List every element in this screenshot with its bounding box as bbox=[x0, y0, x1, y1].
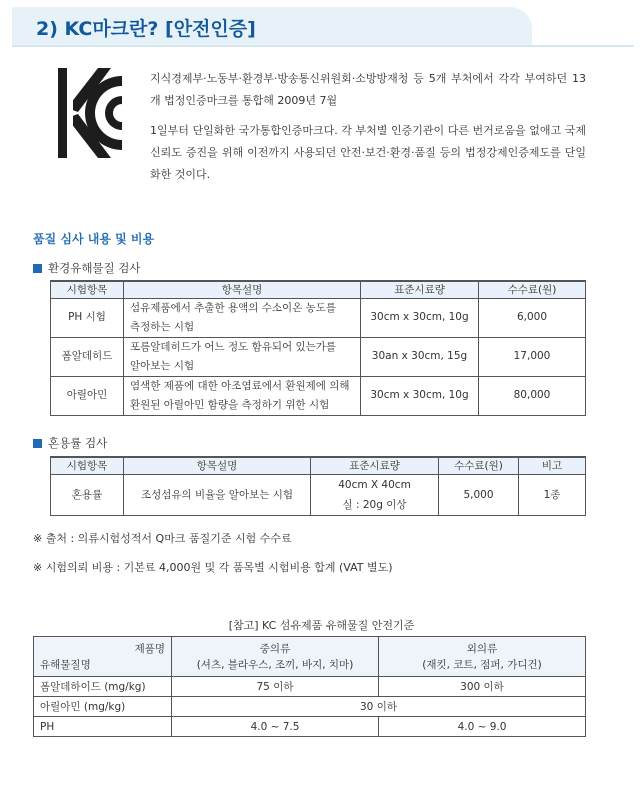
column-header: 중의류 (셔츠, 블라우스, 조끼, 바지, 치마) bbox=[172, 637, 379, 677]
substance-name: 아릴아민 (mg/kg) bbox=[34, 697, 172, 717]
column-header: 수수료(원) bbox=[479, 281, 586, 298]
table-row bbox=[34, 697, 586, 717]
sample-size: 30an x 30cm, 15g bbox=[361, 337, 479, 376]
sample-size: 30cm x 30cm, 10g bbox=[361, 298, 479, 337]
table-row bbox=[51, 376, 586, 415]
cost-note: ※ 시험의뢰 비용 : 기본료 4,000원 및 각 품목별 시험비용 합계 (VAT 별도) bbox=[33, 561, 393, 574]
sample-size: 40cm X 40cm 실 : 20g 이상 bbox=[311, 474, 439, 515]
source-note: ※ 출처 : 의류시험성적서 Q마크 품질기준 시험 수수료 bbox=[33, 532, 292, 545]
intro-text bbox=[150, 68, 586, 186]
limit-value: 4.0 ~ 9.0 bbox=[379, 717, 586, 737]
test-description: 섬유제품에서 추출한 용액의 수소이온 농도를 측정하는 시험 bbox=[124, 298, 361, 337]
table-header-row bbox=[51, 281, 586, 298]
test-item: PH 시험 bbox=[51, 298, 124, 337]
subtitle-hazard-test bbox=[33, 260, 141, 276]
substance-name: 폼알데하이드 (mg/kg) bbox=[34, 677, 172, 697]
section-title: 품질 심사 내용 및 비용 bbox=[33, 232, 155, 246]
subtitle-hazard-test-label: 환경유해물질 검사 bbox=[48, 261, 141, 275]
subtitle-blend-test bbox=[33, 435, 107, 451]
test-item: 혼용률 bbox=[51, 474, 124, 515]
intro-paragraph-2: 1일부터 단일화한 국가통합인증마크다. 각 부처별 인증기관이 다른 번거로움을 없애고 국제신뢰도 증진을 위해 이전까지 사용되던 안전·보건·환경·품질 등의 법정강제인증제도를 단일화한 것이다. bbox=[150, 124, 586, 181]
page-header bbox=[0, 0, 643, 49]
reference-caption: [참고] KC 섬유제품 유해물질 안전기준 bbox=[228, 619, 415, 632]
limit-value: 300 이하 bbox=[379, 677, 586, 697]
corner-substance-label: 유해물질명 bbox=[40, 659, 91, 671]
test-description: 염색한 제품에 대한 아조염료에서 환원제에 의해 환원된 아릴아민 함량을 측정하기 위한 시험 bbox=[124, 376, 361, 415]
column-header: 항목설명 bbox=[124, 457, 311, 474]
sample-size: 30cm x 30cm, 10g bbox=[361, 376, 479, 415]
bullet-square-icon bbox=[33, 439, 42, 448]
table-row bbox=[34, 717, 586, 737]
fee: 80,000 bbox=[479, 376, 586, 415]
blend-ratio-table bbox=[50, 456, 586, 516]
table-row bbox=[51, 337, 586, 376]
column-header: 표준시료량 bbox=[311, 457, 439, 474]
test-item: 폼알데히드 bbox=[51, 337, 124, 376]
table-header-row bbox=[34, 637, 586, 677]
test-description: 조성섬유의 비율을 알아보는 시험 bbox=[124, 474, 311, 515]
limit-value: 75 이하 bbox=[172, 677, 379, 697]
limit-value: 4.0 ~ 7.5 bbox=[172, 717, 379, 737]
bullet-square-icon bbox=[33, 264, 42, 273]
test-item: 아릴아민 bbox=[51, 376, 124, 415]
table-row bbox=[51, 298, 586, 337]
column-header: 시험항목 bbox=[51, 281, 124, 298]
test-description: 포름알데히드가 어느 정도 함유되어 있는가를 알아보는 시험 bbox=[124, 337, 361, 376]
table-row bbox=[34, 677, 586, 697]
substance-name: PH bbox=[34, 717, 172, 737]
page-title: 2) KC마크란? [안전인증] bbox=[36, 18, 256, 40]
kc-mark-icon bbox=[58, 68, 122, 158]
column-header: 표준시료량 bbox=[361, 281, 479, 298]
limit-value: 30 이하 bbox=[172, 697, 586, 717]
corner-product-label: 제품명 bbox=[134, 643, 165, 655]
intro-paragraph-1: 지식경제부·노동부·환경부·방송통신위원회·소방방재청 등 5개 부처에서 각각 부여하던 13개 법정인증마크를 통합해 2009년 7월 bbox=[150, 72, 586, 107]
table-row bbox=[51, 474, 586, 515]
table-header-row bbox=[51, 457, 586, 474]
hazard-test-table bbox=[50, 280, 586, 416]
column-header: 외의류 (재킷, 코트, 점퍼, 가디건) bbox=[379, 637, 586, 677]
column-header: 수수료(원) bbox=[439, 457, 519, 474]
fee: 5,000 bbox=[439, 474, 519, 515]
remark: 1종 bbox=[519, 474, 586, 515]
fee: 6,000 bbox=[479, 298, 586, 337]
column-header: 비고 bbox=[519, 457, 586, 474]
fee: 17,000 bbox=[479, 337, 586, 376]
safety-standard-table bbox=[33, 636, 586, 737]
column-header: 시험항목 bbox=[51, 457, 124, 474]
corner-header bbox=[34, 637, 172, 677]
header-divider bbox=[12, 45, 634, 47]
subtitle-blend-test-label: 혼용률 검사 bbox=[48, 436, 108, 450]
column-header: 항목설명 bbox=[124, 281, 361, 298]
